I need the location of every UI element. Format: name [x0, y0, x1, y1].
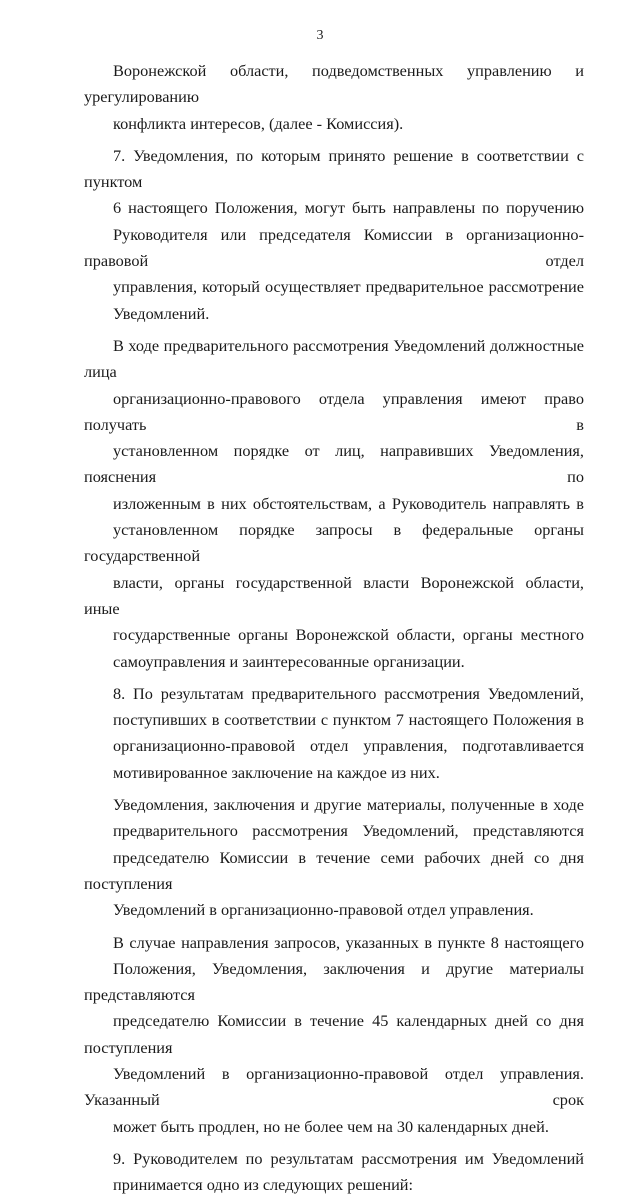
text-line: Положения, Уведомления, заключения и другие материалы представляются: [84, 958, 584, 1005]
text-line: государственные органы Воронежской области, органы местного: [113, 625, 584, 645]
paragraph-continuation: [84, 58, 584, 137]
text-line: 7. Уведомления, по которым принято решение в соответствии с пунктом: [84, 145, 584, 192]
text-line: В ходе предварительного рассмотрения Уведомлений должностные лица: [84, 335, 584, 382]
text-line: 6 настоящего Положения, могут быть направлены по поручению: [113, 198, 584, 218]
paragraph-requests: [84, 930, 584, 1140]
paragraph-item-9: [84, 1146, 584, 1199]
text-line: власти, органы государственной власти Воронежской области, иные: [84, 572, 584, 618]
paragraph-materials: [84, 792, 584, 923]
text-line: принимается одно из следующих решений:: [113, 1175, 414, 1195]
document-body: [84, 58, 584, 1204]
text-line: может быть продлен, но не более чем на 30 календарных дней.: [113, 1116, 549, 1136]
text-line: председателю Комиссии в течение 45 календарных дней со дня поступления: [84, 1011, 584, 1057]
text-line: организационно-правовой отдел управления, подготавливается: [113, 736, 584, 756]
page-number: 3: [316, 28, 324, 43]
text-line: изложенным в них обстоятельствам, а Руководитель направлять в: [113, 493, 584, 513]
text-line: Уведомления, заключения и другие материалы, полученные в ходе: [113, 795, 584, 815]
text-line: 8. По результатам предварительного рассмотрения Уведомлений,: [113, 683, 584, 703]
text-line: управления, который осуществляет предварительное рассмотрение: [113, 277, 584, 297]
text-line: Уведомлений в организационно-правовой отдел управления. Указанный срок: [84, 1063, 584, 1110]
text-line: организационно-правового отдела управления имеют право получать в: [84, 388, 584, 434]
text-line: Уведомлений в организационно-правовой отдел управления.: [113, 900, 534, 920]
text-line: мотивированное заключение на каждое из них.: [113, 762, 440, 782]
text-line: председателю Комиссии в течение семи рабочих дней со дня поступления: [84, 847, 584, 893]
paragraph-item-7: [84, 143, 584, 327]
text-line: Руководителя или председателя Комиссии в организационно-правовой отдел: [84, 224, 584, 271]
text-line: Уведомлений.: [113, 303, 210, 323]
paragraph-item-8: [84, 681, 584, 786]
text-line: поступивших в соответствии с пунктом 7 настоящего Положения в: [113, 710, 584, 730]
text-line: установленном порядке запросы в федеральные органы государственной: [84, 520, 584, 566]
text-line: предварительного рассмотрения Уведомлений, представляются: [113, 821, 584, 841]
text-line: конфликта интересов, (далее - Комиссия).: [113, 113, 404, 133]
text-line: самоуправления и заинтересованные организации.: [113, 651, 465, 671]
text-line: Воронежской области, подведомственных управлению и урегулированию: [84, 61, 584, 107]
text-line: В случае направления запросов, указанных в пункте 8 настоящего: [113, 932, 584, 952]
text-line: установленном порядке от лиц, направивших Уведомления, пояснения по: [84, 441, 584, 487]
text-line: 9. Руководителем по результатам рассмотрения им Уведомлений: [113, 1148, 584, 1168]
paragraph-preliminary-review: [84, 333, 584, 675]
